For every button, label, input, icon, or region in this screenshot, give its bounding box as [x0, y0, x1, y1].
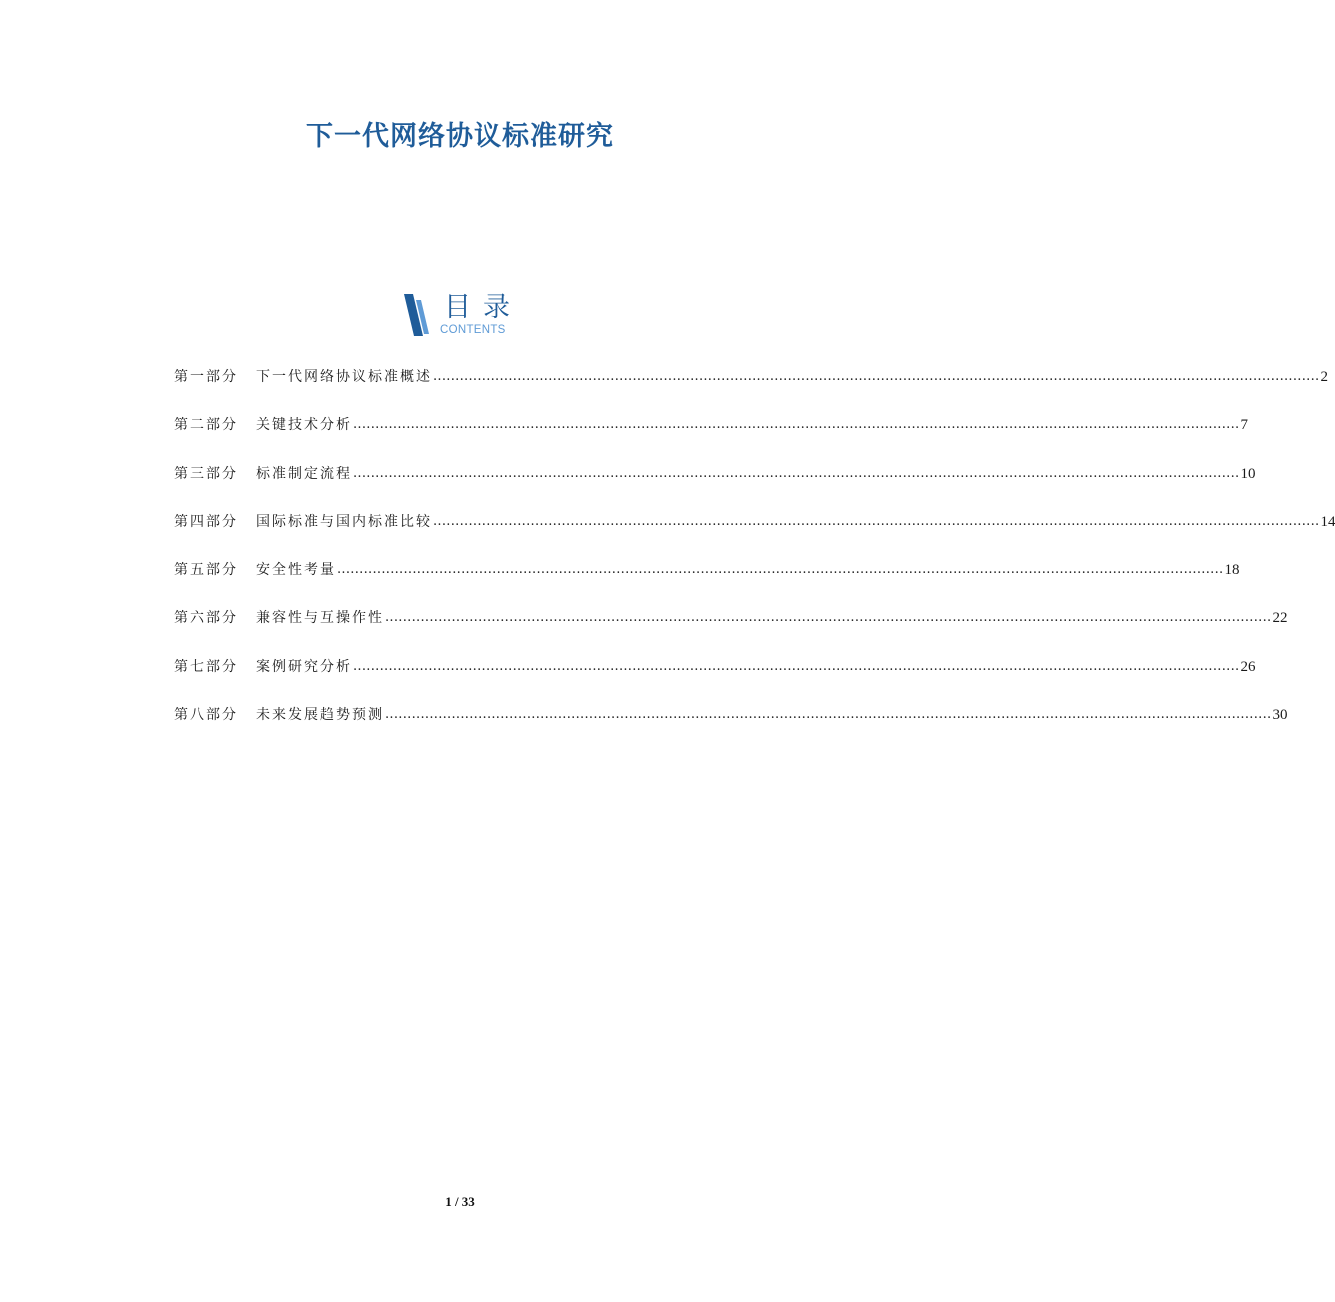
toc-entry-title: 未来发展趋势预测: [256, 707, 384, 724]
toc-entry-page: 14: [1320, 513, 1335, 530]
toc-dot-leader: ........................................................................................................................................................................................................: [385, 707, 1272, 723]
toc-dot-leader: ........................................................................................................................................................................................................: [385, 610, 1272, 626]
toc-entry-title: 标准制定流程: [256, 465, 352, 482]
toc-entry-part: 第八部分: [174, 707, 238, 724]
toc-heading-title: 目录: [444, 292, 522, 323]
toc-dot-leader: ........................................................................................................................................................................................................: [353, 465, 1240, 481]
toc-entry-page: 7: [1240, 417, 1248, 434]
toc-entry-part: 第三部分: [174, 465, 238, 482]
toc-entry-title: 兼容性与互操作性: [256, 610, 384, 627]
toc-entry-page: 2: [1320, 369, 1328, 385]
toc-entry[interactable]: [174, 511, 1335, 559]
toc-dot-leader: ........................................................................................................................................................................................................: [433, 369, 1320, 384]
toc-entry[interactable]: [174, 414, 1248, 462]
toc-entry-part: 第四部分: [174, 513, 238, 530]
page-number: 1 / 33: [445, 1194, 475, 1209]
toc-entry-part: 第七部分: [174, 658, 238, 675]
toc-entry-page: 18: [1224, 562, 1240, 579]
toc-entry-part: 第六部分: [174, 610, 238, 627]
toc-entry-part: 第一部分: [174, 369, 238, 385]
toc-heading: [404, 292, 524, 340]
toc-dot-leader: ........................................................................................................................................................................................................: [353, 658, 1240, 674]
toc-entry-page: 10: [1240, 465, 1256, 482]
toc-heading-subtitle: CONTENTS: [440, 324, 506, 336]
toc-entry-part: 第二部分: [174, 417, 238, 434]
toc-entry-page: 26: [1240, 658, 1256, 675]
toc-entry[interactable]: [174, 463, 1256, 511]
toc-dot-leader: ........................................................................................................................................................................................................: [337, 562, 1224, 578]
toc-entry[interactable]: [174, 656, 1256, 704]
book-spine-icon: [404, 294, 430, 336]
toc-entry[interactable]: [174, 559, 1240, 607]
toc-entry[interactable]: [174, 607, 1288, 655]
toc-entry-title: 案例研究分析: [256, 658, 352, 675]
toc-entry-page: 30: [1272, 707, 1288, 724]
toc-entry-part: 第五部分: [174, 562, 238, 579]
toc-entry-page: 22: [1272, 610, 1288, 627]
toc-entry-title: 安全性考量: [256, 562, 336, 579]
toc-entry[interactable]: [174, 366, 1328, 414]
table-of-contents: [174, 366, 1335, 752]
toc-dot-leader: ........................................................................................................................................................................................................: [433, 513, 1320, 529]
toc-entry-title: 关键技术分析: [256, 417, 352, 434]
toc-dot-leader: ........................................................................................................................................................................................................: [353, 417, 1240, 433]
toc-entry[interactable]: [174, 704, 1288, 752]
toc-entry-title: 国际标准与国内标准比较: [256, 513, 432, 530]
document-title: 下一代网络协议标准研究: [306, 121, 614, 152]
toc-entry-title: 下一代网络协议标准概述: [256, 369, 432, 385]
